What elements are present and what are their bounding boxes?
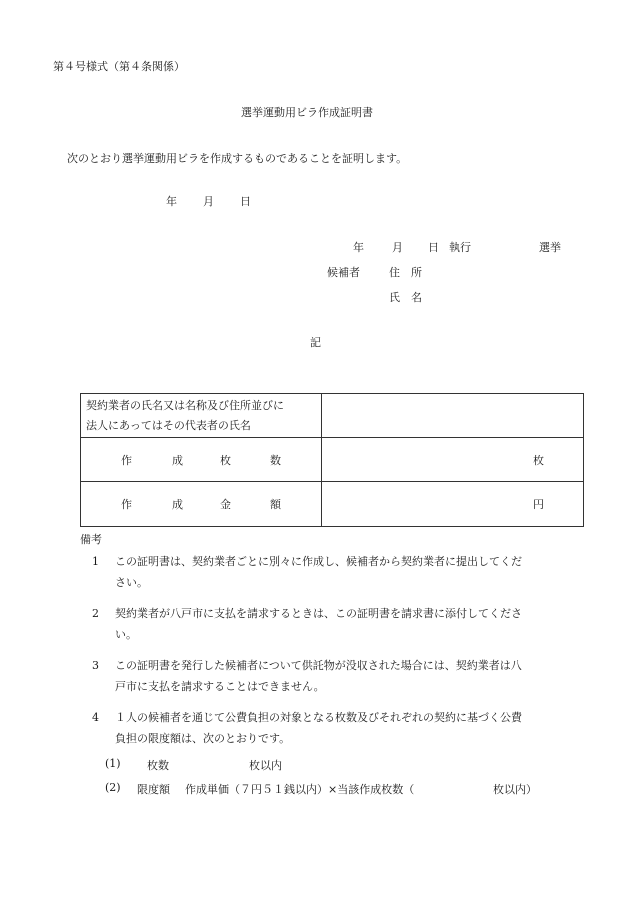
sub-item-text: 作成単価（７円５１銭以内）×当該作成枚数（ [185,783,415,796]
remark-line2: 戸市に支払を請求することはできません。 [115,680,325,693]
date-month: 月 [203,195,214,208]
sub-item-label: 限度額 [137,783,170,796]
remark-item [92,707,582,749]
sub-item-suffix: 枚以内 [249,759,282,772]
remark-line1: １人の候補者を通じて公費負担の対象となる枚数及びそれぞれの契約に基づく公費 [115,711,522,724]
quantity-label-char: 成 [172,453,183,467]
quantity-value-cell[interactable] [322,438,584,482]
form-number: 第４号様式（第４条関係） [53,60,185,73]
intro-text: 次のとおり選挙運動用ビラを作成するものであることを証明します。 [67,152,408,165]
quantity-label-char: 数 [270,453,281,467]
remark-line1: 契約業者が八戸市に支払を請求するときは、この証明書を請求書に添付してくださ [115,607,522,620]
remark-item [92,551,582,593]
sub-item-suffix: 枚以内） [493,783,537,796]
ki-mark: 記 [310,336,321,349]
remark-line1: この証明書を発行した候補者について供託物が没収された場合には、契約業者は八 [115,659,522,672]
amount-label-char: 金 [220,498,231,511]
amount-label-char: 成 [172,498,183,511]
election-month: 月 [392,241,403,254]
candidate-address-label: 住 所 [389,266,422,279]
remark-line1: この証明書は、契約業者ごとに別々に作成し、候補者から契約業者に提出してくだ [115,555,522,568]
document-title: 選挙運動用ビラ作成証明書 [241,106,373,119]
table-row [81,482,584,527]
remark-line2: さい。 [115,576,148,589]
election-day: 日 [428,241,439,254]
remarks-heading: 備考 [80,533,102,546]
remark-number: 1 [92,555,99,568]
amount-value-cell[interactable] [322,482,584,527]
amount-label-char: 作 [121,498,132,511]
date-year: 年 [166,195,177,208]
contract-table [80,393,584,527]
quantity-label-char: 枚 [220,453,231,467]
candidate-name-label: 氏 名 [389,291,422,304]
contractor-value-cell[interactable] [322,394,584,438]
contractor-label-cell [81,394,322,438]
remark-number: 3 [92,659,99,672]
remark-line2: 負担の限度額は、次のとおりです。 [115,732,291,745]
table-row [81,394,584,438]
remark-item [92,603,582,645]
table-row [81,438,584,482]
candidate-label: 候補者 [327,266,360,279]
sub-item-label: 枚数 [147,759,169,772]
election-year: 年 [353,241,364,254]
remark-number: 4 [92,711,99,724]
amount-label-char: 額 [270,498,281,511]
quantity-unit: 枚 [533,453,544,467]
contractor-label-line1: 契約業者の氏名又は名称及び住所並びに [86,398,284,412]
quantity-label-char: 作 [121,453,132,467]
sub-item-number: (2) [105,781,121,794]
date-day: 日 [240,195,251,208]
remark-item [92,655,582,697]
remark-number: 2 [92,607,99,620]
amount-unit: 円 [533,498,544,511]
quantity-label-cell [81,438,322,482]
election-label: 選挙 [539,241,561,254]
contractor-label-line2: 法人にあってはその代表者の氏名 [86,418,251,432]
election-held: 執行 [449,241,471,254]
remark-line2: い。 [115,628,137,641]
sub-item-number: (1) [105,757,121,770]
amount-label-cell [81,482,322,527]
